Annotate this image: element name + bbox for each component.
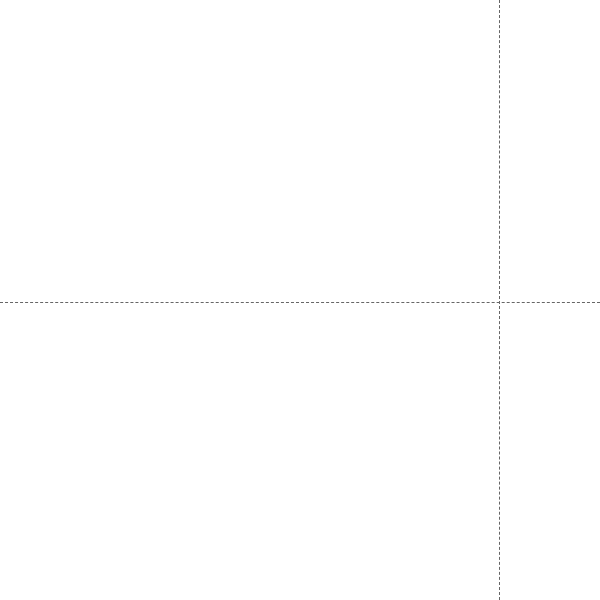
form-bottom-copy <box>0 298 600 598</box>
